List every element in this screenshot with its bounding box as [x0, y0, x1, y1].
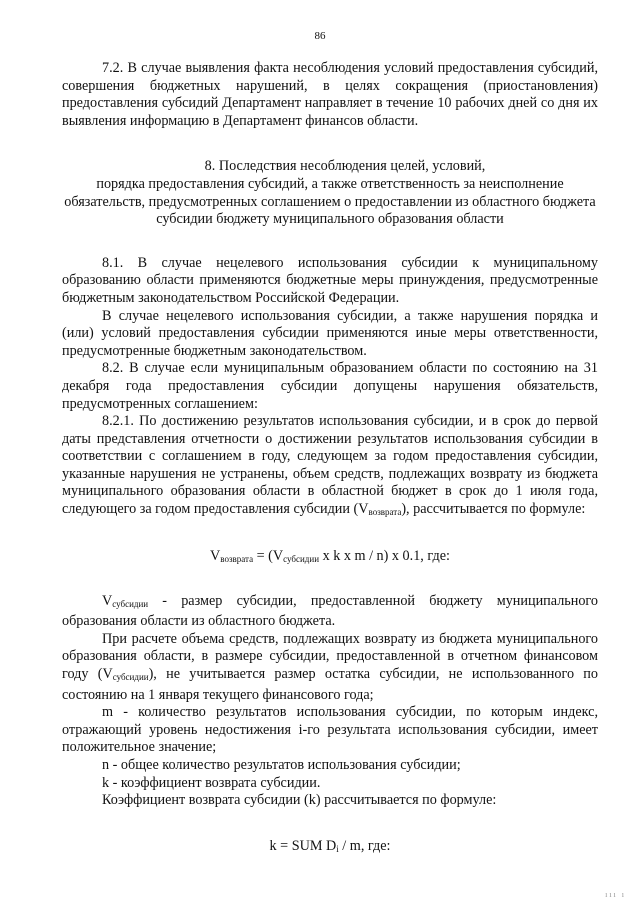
- formula2-end: / m, где:: [338, 837, 391, 854]
- paragraph-8-2-1: [62, 413, 598, 522]
- formula2-sub-i: i: [336, 843, 339, 854]
- definition-n: n - общее количество результатов использования субсидии;: [102, 757, 461, 773]
- paragraph-8-2-1-text: 8.2.1. По достижению результатов использования субсидии, и в срок до первой даты представления отчетности о достижении результатов использования субсидии в соответствии с соглашением в году, следующем за годом предоставления субсидии, указанные нарушения не устранены, объем средств, подлежащих возврату из бюджета муниципального образования области в областной бюджет в срок до 1 июля года, следующего за годом предоставления субсидии (V: [62, 413, 598, 518]
- formula2-start: k = SUM D: [269, 837, 337, 854]
- formula1-sub-vozvrata: возврата: [220, 553, 254, 564]
- formula1-mid: = (V: [253, 547, 284, 564]
- formula-k: [62, 838, 598, 855]
- paragraph-8-1-b: В случае нецелевого использования субсидии, а также нарушения порядка и (или) условий предоставления субсидии применяются иные меры ответственности, предусмотренные бюджетным законодательством.: [62, 307, 598, 359]
- definition-m: m - количество результатов использования субсидии, по которым индекс, отражающий уровень недостижения i-го результата использования субсидии, имеет положительное значение;: [62, 704, 598, 756]
- paragraph-calculation: [62, 631, 598, 704]
- formula-v-vozvrata: [62, 548, 598, 565]
- def-vsub-v: V: [102, 592, 113, 609]
- paragraph-8-2: 8.2. В случае если муниципальным образованием области по состоянию на 31 декабря года предоставления субсидии допущены нарушения обязательств, предусмотренных соглашением:: [62, 360, 598, 412]
- page-number: 86: [314, 30, 326, 42]
- formula1-sub-subsidii: субсидии: [283, 553, 320, 564]
- formula1-v: V: [210, 547, 221, 564]
- corner-scan-mark: ııı ı: [605, 890, 626, 899]
- section-8-heading: [62, 158, 598, 228]
- paragraph-8-1: 8.1. В случае нецелевого использования субсидии к муниципальному образованию области применяются бюджетные меры принуждения, предусмотренные бюджетным законодательством Российской Федерации.: [62, 254, 598, 306]
- formula1-end: x k x m / n) x 0.1, где:: [319, 547, 450, 564]
- p-calc-end: ), не учитывается размер остатка субсидии, не использованного по состоянию на 1 января текущего финансового года;: [62, 666, 598, 703]
- section-8-heading-line2: порядка предоставления субсидий, а также ответственность за неисполнение обязательств, предусмотренных соглашением о предоставлении из областного бюджета субсидии бюджету муниципального образования области: [64, 175, 596, 228]
- p-calc-sub: субсидии: [112, 672, 149, 683]
- p-calc-start: При расчете объема средств, подлежащих возврату из бюджета муниципального образования области, в размере субсидии, предоставленной в отчетном финансовом году (V: [62, 630, 598, 683]
- document-body: [62, 60, 598, 855]
- paragraph-8-2-1-end: ), рассчитывается по формуле:: [401, 501, 586, 518]
- section-8-heading-line1: 8. Последствия несоблюдения целей, условий,: [204, 158, 486, 175]
- k-formula-intro: Коэффициент возврата субсидии (k) рассчитывается по формуле:: [102, 792, 497, 809]
- definition-v-subsidii: [62, 593, 598, 631]
- paragraph-7-2: 7.2. В случае выявления факта несоблюдения условий предоставления субсидий, совершения бюджетных нарушений, в целях сокращения (приостановления) предоставления субсидий Департамент направляет в течение 10 рабочих дней со дня их выявления информацию в Департамент финансов области.: [62, 60, 598, 129]
- def-vsub-text: - размер субсидии, предоставленной бюджету муниципального образования области из областного бюджета.: [62, 592, 598, 630]
- subscript-vozvrata: возврата: [368, 507, 402, 518]
- definition-k: k - коэффициент возврата субсидии.: [102, 774, 321, 791]
- def-vsub-sub: субсидии: [112, 598, 149, 609]
